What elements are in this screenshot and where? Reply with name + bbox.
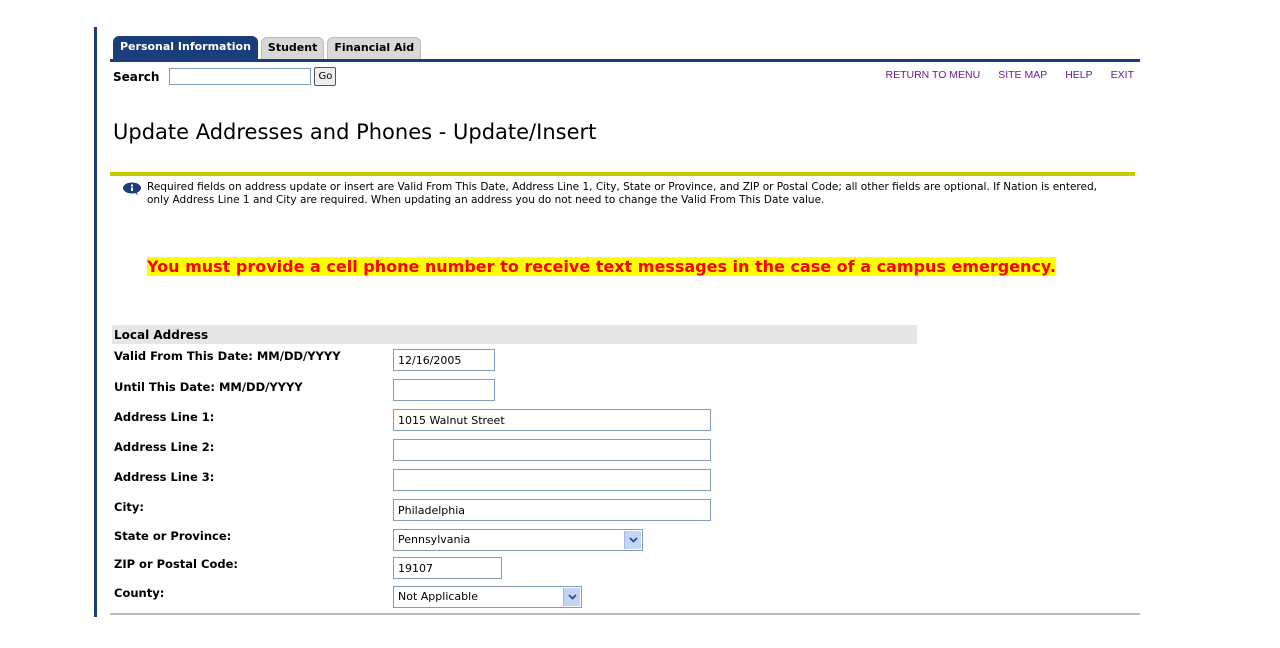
- go-button[interactable]: Go: [314, 67, 336, 86]
- info-icon: [122, 182, 142, 196]
- address3-label: Address Line 3:: [114, 470, 215, 484]
- address1-label: Address Line 1:: [114, 410, 215, 424]
- zip-field[interactable]: [393, 557, 502, 579]
- zip-label: ZIP or Postal Code:: [114, 557, 238, 571]
- county-label: County:: [114, 586, 165, 600]
- emergency-notice-text: You must provide a cell phone number to receive text messages in the case of a campus emergency.: [147, 257, 1056, 276]
- address2-label: Address Line 2:: [114, 440, 215, 454]
- tab-student[interactable]: Student: [261, 37, 324, 60]
- info-text: Required fields on address update or insert are Valid From This Date, Address Line 1, City, State or Province, and ZIP or Postal Code; all other fields are optional. If Nation is entered, only Address Line 1 and City are required. When updating an address you do not need to change the Valid From This Date value.: [147, 181, 1097, 206]
- top-nav: [868, 69, 1135, 81]
- county-select[interactable]: [393, 586, 582, 608]
- return-to-menu-link[interactable]: RETURN TO MENU: [885, 69, 981, 81]
- chevron-down-icon[interactable]: [563, 588, 580, 606]
- valid-from-label: Valid From This Date: MM/DD/YYYY: [114, 349, 341, 363]
- state-select[interactable]: [393, 529, 643, 551]
- search-label: Search: [113, 69, 160, 84]
- search-input[interactable]: [169, 68, 311, 85]
- state-label: State or Province:: [114, 529, 232, 543]
- exit-link[interactable]: EXIT: [1110, 69, 1134, 81]
- title-divider: [110, 172, 1135, 176]
- address2-field[interactable]: [393, 439, 711, 461]
- tab-personal-information[interactable]: Personal Information: [113, 36, 258, 60]
- bottom-divider: [110, 613, 1140, 615]
- left-border: [94, 27, 97, 617]
- tab-financial-aid[interactable]: Financial Aid: [327, 37, 421, 60]
- tab-bar-underline: [110, 59, 1140, 62]
- until-field[interactable]: [393, 379, 495, 401]
- address1-field[interactable]: [393, 409, 711, 431]
- help-link[interactable]: HELP: [1065, 69, 1093, 81]
- state-select-value: Pennsylvania: [398, 533, 471, 546]
- site-map-link[interactable]: SITE MAP: [998, 69, 1048, 81]
- search-bar: [113, 67, 336, 86]
- valid-from-field[interactable]: [393, 349, 495, 371]
- emergency-notice: [147, 256, 1137, 278]
- until-label: Until This Date: MM/DD/YYYY: [114, 380, 303, 394]
- tab-bar: [113, 36, 424, 60]
- address3-field[interactable]: [393, 469, 711, 491]
- city-field[interactable]: [393, 499, 711, 521]
- county-select-value: Not Applicable: [398, 590, 478, 603]
- chevron-down-icon[interactable]: [624, 531, 641, 549]
- page-title: Update Addresses and Phones - Update/Insert: [113, 120, 597, 144]
- section-header: Local Address: [112, 325, 917, 344]
- city-label: City:: [114, 500, 144, 514]
